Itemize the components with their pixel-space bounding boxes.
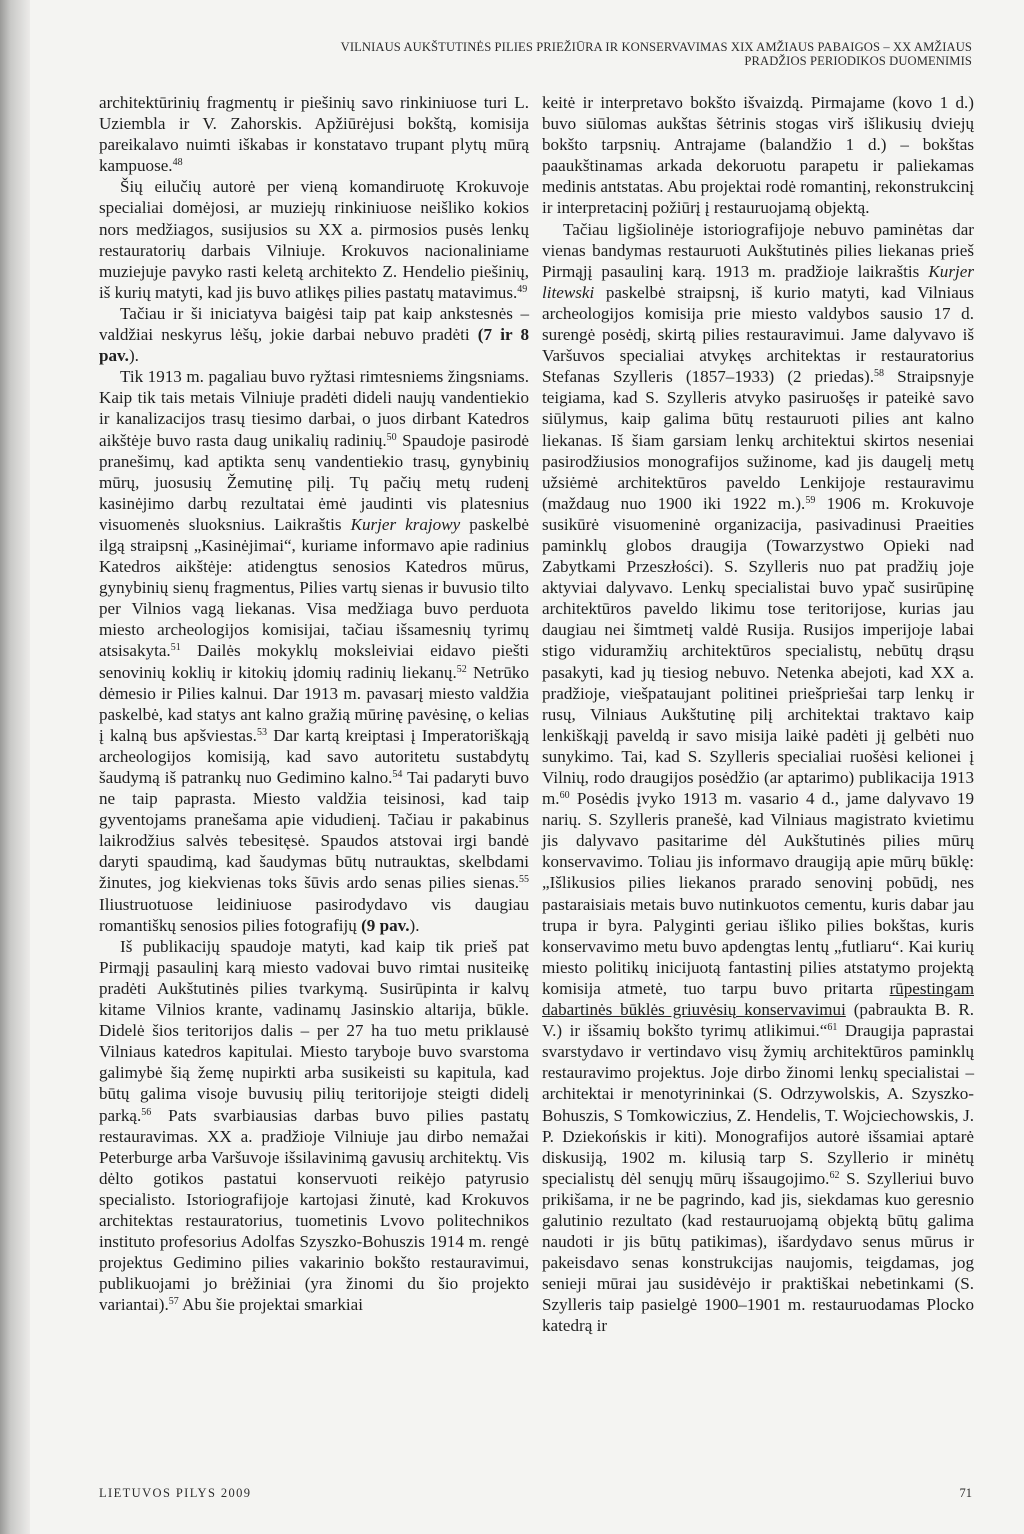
text-run: architektūrinių fragmentų ir piešinių savo rinkiniuose turi L. Uziembla ir V. Zahorskis. Apžiūrėjusi bokštą, komisija pareikalavo nuimti iškabas ir konstatavo trupant plytų mūrą kampuose. xyxy=(99,93,529,176)
footnote-marker: 53 xyxy=(256,726,267,738)
left-column xyxy=(99,92,529,1315)
footnote-marker: 52 xyxy=(456,663,467,675)
text-run: Netrūko dėmesio ir Pilies kalnui. Dar 1913 m. pavasarį miesto valdžia paskelbė, kad statys ant kalno gražią mūrinę pavėsinę, o kelias į kalną bus apšviestas. xyxy=(99,662,529,745)
text-run: Šių eilučių autorė per vieną komandiruotę Krokuvoje specialiai domėjosi, ar muziejų rinkiniuose neišliko kokios nors medžiagos, susijusios su XX a. pirmosios pusės lenkų restauratorių darbais Vilniuje. Krokuvos nacionaliniame muziejuje pavyko rasti keletą architekto Z. Hendelio piešinių, iš kurių matyti, kad jis buvo atlikęs pilies pastatų matavimus. xyxy=(99,177,529,302)
running-header-line-2: PRADŽIOS PERIODIKOS DUOMENIMIS xyxy=(744,54,972,68)
running-header-line-1: VILNIAUS AUKŠTUTINĖS PILIES PRIEŽIŪRA IR KONSERVAVIMAS XIX AMŽIAUS PABAIGOS – XX AMŽIAUS xyxy=(340,40,972,54)
paragraph xyxy=(542,219,974,1337)
text-run: Spaudoje pasirodė pranešimų, kad aptikta senų vandentiekio trasų, gynybinių mūrų, juosusių Žemutinę pilį. Tų pačių metų rudenį kasinėjimo darbų rezultatai ėmė jaudinti vis platesnius visuomenės sluoksnius. Laikraštis xyxy=(99,430,529,534)
text-run: (pabraukta B. R. V.) ir išsamių bokšto tyrimų atlikimui.“ xyxy=(542,1000,974,1041)
page-number: 71 xyxy=(959,1486,972,1500)
footnote-marker: 54 xyxy=(392,769,403,780)
footnote-marker: 58 xyxy=(873,368,884,380)
paragraph xyxy=(99,92,529,176)
italic-title: Kurjer krajowy xyxy=(350,514,461,534)
footnote-marker: 60 xyxy=(559,790,570,802)
footnote-marker: 62 xyxy=(829,1169,840,1181)
book-spine-shadow xyxy=(0,0,30,1534)
paragraph xyxy=(99,936,529,1316)
footnote-marker: 50 xyxy=(386,431,397,443)
footnote-marker: 61 xyxy=(827,1022,838,1034)
text-run: ). xyxy=(128,346,139,366)
text-run: Iliustruotuose leidiniuose pasirodydavo vis daugiau romantiškų senosios pilies fotografijų xyxy=(99,894,529,935)
italic-title: Kurjer litewski xyxy=(542,261,974,302)
paragraph xyxy=(99,176,529,303)
text-run: Dar kartą kreiptasi į Imperatoriškąją archeologijos komisiją, kad savo autoritetu sustabdytų šaudymą iš patrankų nuo Gedimino kalno. xyxy=(99,725,529,787)
footnote-marker: 57 xyxy=(168,1296,179,1308)
footnote-marker: 55 xyxy=(519,874,529,886)
text-run: ). xyxy=(409,915,420,935)
text-run: Tai padaryti buvo ne taip paprasta. Miesto valdžia teisinosi, kad taip gyventojams pranešama apie vidudienį. Tačiau ir pakabinus laikrodžius salvės tebesitęsė. Spaudos atstovai irgi bandė daryti spaudimą, kad šaudymas būtų nutrauktas, skelbdami žinutes, jog kiekvienas toks šūvis ardo senas pilies sienas. xyxy=(99,768,530,893)
paragraph xyxy=(99,366,529,936)
footnote-marker: 51 xyxy=(170,642,181,654)
text-run: S. Szylleriui buvo prikišama, ir ne be pagrindo, kad jis, siekdamas kuo geresnio galutinio rezultato (kad restauruojamą objektą būtų galima naudoti ir jis būtų patikimas), išardydavo senus mūrus ir pakeisdavo senas konstrukcijas naujomis, teigdamas, jog senieji mūrai jau susidėvėjo ir praktiškai nebetinkami (S. Szylleris taip pasielgė 1900–1901 m. restauruodamas Plocko katedrą ir xyxy=(542,1168,974,1336)
text-run: Pats svarbiausias darbas buvo pilies pastatų restauravimas. XX a. pradžioje Vilniuje jau dirbo nemažai Peterburge arba Varšuvoje išsilavinimą gavusių architektų. Vis dėlto gotikos pastatui konservuoti reikėjo patyrusio specialisto. Istoriografijoje kartojasi žinutė, kad Krokuvos architektas restauratorius, tuometinis Lvovo politechnikos instituto profesorius Adolfas Szyszko-Bohuszis 1914 m. rengė projektus Gedimino pilies vakarinio bokšto restauravimui, publikuojami jo brėžiniai (yra žinomi du šio projekto variantai). xyxy=(99,1105,529,1315)
right-column xyxy=(542,92,974,1337)
text-run: 1906 m. Krokuvoje susikūrė visuomeninė organizacija, pasivadinusi Praeities paminklų globos draugija (Towarzystwo Opieki nad Zabytkami Przeszłości). S. Szylleris nuo pat pradžių joje aktyviai dalyvavo. Lenkų specialistai buvo ypač susirūpinę architektūros paveldo likimu tose teritorijose, kurias jau daugiau nei šimtmetį valdė Rusija. Rusijos imperijoje labai stigo viduramžių architektūros specialistų, nebūtų drąsu pasakyti, kad jų tiesiog nebuvo. Netenka abejoti, kad XX a. pradžioje, viešpataujant politinei priešpriešai tarp lenkų ir rusų, Vilniaus Aukštutinę pilį architektai traktavo kaip lenkiškąjį paveldą ir savo misija laikė padėti jį gelbėti nuo sunykimo. Tai, kad S. Szylleris specialiai ruošėsi kelionei į Vilnių, rodo draugijos posėdžio (ar aptarimo) publikacija 1913 m. xyxy=(542,493,974,809)
running-header xyxy=(341,40,972,68)
paragraph xyxy=(542,92,974,219)
footnote-marker: 48 xyxy=(172,157,183,169)
text-run: Posėdis įvyko 1913 m. vasario 4 d., jame dalyvavo 19 narių. S. Szylleris pranešė, kad Vilniaus magistrato kvietimu jis dalyvavo pasitarime dėl Aukštutinės pilies mūrų konservavimo. Toliau jis informavo draugiją apie mūrų būklę: „Išlikusios pilies liekanos prarado senovinį pobūdį, nes pastaraisiais metais buvo nutinkuotos cementu, kuris dabar jau trupa ir byra. Palyginti geriau išliko pilies bokštas, kuris konservavimo metu buvo apdengtas lentų „futliaru“. Kai kurių miesto politikų inicijuotą fantastinį pilies atstatymo projektą komisija atmetė, tuo tarpu buvo pritarta xyxy=(542,789,974,998)
text-run: Tik 1913 m. pagaliau buvo ryžtasi rimtesniems žingsniams. Kaip tik tais metais Vilniuje pradėti dideli naujų vandentiekio ir kanalizacijos trasų tiesimo darbai, o juos dirbant Katedros aikštėje buvo rasta daug unikalių radinių. xyxy=(99,367,529,450)
text-run: Draugija paprastai svarstydavo ir vertindavo visų žymių architektūros paminklų restauravimo projektus. Joje dirbo žinomi lenkų specialistai – architektai ir menotyrininkai (S. Odrzywolskis, A. Szyszko-Bohuszis, S Tomkowiczius, Z. Hendelis, T. Wojciechowskis, J. P. Dziekońskis ir kiti). Monografijos autorė išsamiai aptarė diskusiją, 1902 m. kilusią tarp S. Szyllerio ir minėtų specialistų dėl senųjų mūrų išsaugojimo. xyxy=(542,1021,974,1188)
footnote-marker: 56 xyxy=(141,1106,152,1118)
figure-reference: (7 ir 8 pav. xyxy=(99,325,529,366)
text-run: keitė ir interpretavo bokšto išvaizdą. Pirmajame (kovo 1 d.) buvo siūlomas aukštas šėtrinis stogas virš išlikusių dviejų bokšto tarpsnių. Antrajame (balandžio 1 d.) – bokštas paaukštinamas arkada dekoruotu parapetu ir paliekamas medinis antstatas. Abu projektai rodė romantinį, rekonstrukcinį ir interpretacinį požiūrį į restauruojamą objektą. xyxy=(542,93,975,218)
text-run: Tačiau ir ši iniciatyva baigėsi taip pat kaip ankstesnės – valdžiai neskyrus lėšų, jokie darbai nebuvo pradėti xyxy=(99,303,529,345)
footnote-marker: 59 xyxy=(805,494,816,506)
text-run: paskelbė ilgą straipsnį „Kasinėjimai“, kuriame informavo apie radinius Katedros aikštėje: atidengtus senosios Katedros mūrus, gynybinių sienų fragmentus, Pilies vartų sienas ir buvusio tilto per Vilnios vagą liekanas. Visa medžiaga buvo perduota miesto archeologijos komisijai, tačiau išsamesnių tyrimų atsisakyta. xyxy=(99,514,530,661)
text-run: Straipsnyje teigiama, kad S. Szylleris atvyko pasiruošęs ir pateikė savo siūlymus, kaip galima būtų restauruoti pilies ant kalno liekanas. Iš šiam garsiam lenkų architektui skirtos neseniai pasirodžiusios monografijos sužinome, kad jis daugelį metų užsiėmė architektūros paveldo Lenkijoje restauravimu (maždaug nuo 1900 iki 1922 m.). xyxy=(542,367,974,513)
footnote-marker: 49 xyxy=(517,283,528,295)
text-run: Iš publikacijų spaudoje matyti, kad kaip tik prieš pat Pirmąjį pasaulinį karą miesto vadovai buvo rimtai nusiteikę pradėti Aukštutinės pilies tvarkymą. Susirūpinta ir kalvų kitame Vilnios krante, vadinamų Jasinskio altarija, būkle. Didelė šios teritorijos dalis – per 27 ha tuo metu priklausė Vilniaus katedros kapitulai. Miesto taryboje buvo svarstoma galimybė šią žemę nupirkti arba susikeisti su kapitula, kad būtų galima visoje buvusių pilių teritorijoje steigti didelį parką. xyxy=(99,936,529,1125)
figure-reference: (9 pav. xyxy=(361,915,410,935)
paragraph xyxy=(99,303,529,366)
text-run: Dailės mokyklų moksleiviai eidavo piešti senovinių koklių ir kitokių įdomių radinių liekanų. xyxy=(99,641,529,682)
text-run: Tačiau ligšiolinėje istoriografijoje nebuvo paminėtas dar vienas bandymas restauruoti Aukštutinės pilies liekanas prieš Pirmąjį pasaulinį karą. 1913 m. pradžioje laikraštis xyxy=(542,219,974,281)
text-run: Abu šie projektai smarkiai xyxy=(178,1295,363,1315)
text-run: paskelbė straipsnį, iš kurio matyti, kad Vilniaus archeologijos komisija prie miesto valdybos sausio 17 d. surengė posėdį, skirtą pilies restauravimui. Jame dalyvavo iš Varšuvos specialiai atvykęs architektas ir restauratorius Stefanas Szylleris (1857–1933) (2 priedas). xyxy=(542,282,974,387)
journal-footer: LIETUVOS PILYS 2009 xyxy=(99,1486,252,1500)
underlined-quote: rūpestingam dabartinės būklės griuvėsių konservavimui xyxy=(542,978,974,1020)
